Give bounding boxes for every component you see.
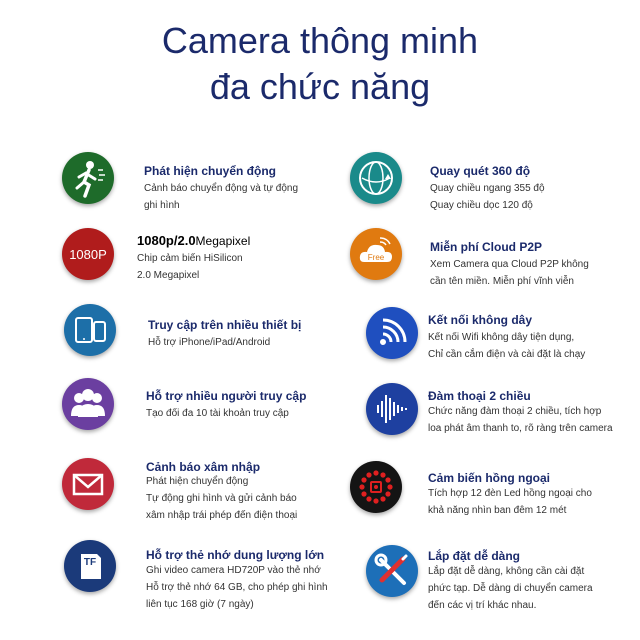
users-icon — [62, 378, 114, 430]
feature-title: Hỗ trợ thẻ nhớ dung lượng lớn — [146, 548, 325, 562]
1080p-badge-icon — [62, 228, 114, 280]
feature-description: Chip cảm biến HiSilicon 2.0 Megapixel — [137, 253, 243, 281]
feature-description: Xem Camera qua Cloud P2P không cần tên miền. Miễn phí vĩnh viễn — [430, 259, 589, 287]
1080p-badge-text: 1080P — [69, 246, 107, 262]
feature-description: Cảnh báo chuyển động và tự động ghi hình — [144, 183, 299, 211]
feature-title-main: 1080p/2.0 — [137, 233, 196, 248]
feature-title: Miễn phí Cloud P2P — [430, 240, 543, 254]
feature-description: Lắp đặt dễ dàng, không cần cài đặt phức tạp. Dễ dàng di chuyển camera đến các vị trí khác nhau. — [428, 566, 593, 611]
feature-title: Quay quét 360 độ — [430, 164, 531, 178]
envelope-icon — [62, 458, 114, 510]
feature-1080p — [62, 228, 362, 308]
feature-title — [137, 233, 250, 248]
feature-description: Kết nối Wifi không dây tiện dụng, Chỉ cần cắm điện và cài đặt là chạy — [428, 332, 586, 360]
sd-card-label: TF — [83, 557, 97, 568]
page-title-line2: đa chức năng — [209, 66, 431, 107]
feature-360-rotation — [350, 152, 640, 232]
feature-title: Lắp đặt dễ dàng — [428, 549, 521, 563]
feature-cloud-p2p — [350, 228, 640, 308]
feature-title: Kết nối không dây — [428, 313, 533, 327]
feature-intrusion-alert — [62, 458, 362, 538]
infrared-led-icon — [350, 461, 402, 513]
feature-title: Phát hiện chuyển động — [144, 164, 277, 178]
feature-description: Tích hợp 12 đèn Led hồng ngoại cho khả năng nhìn ban đêm 12 mét — [428, 488, 592, 516]
devices-icon — [64, 304, 116, 356]
feature-title: Hỗ trợ nhiều người truy cập — [146, 389, 307, 403]
running-man-icon — [62, 152, 114, 204]
page-title-line1: Camera thông minh — [161, 20, 479, 61]
feature-multi-user — [62, 378, 362, 458]
feature-multi-device — [64, 304, 364, 384]
tools-icon — [366, 545, 418, 597]
feature-description: Tạo đối đa 10 tài khoản truy cập — [146, 408, 289, 419]
feature-description: Quay chiều ngang 355 độ Quay chiều dọc 120 độ — [430, 183, 545, 211]
feature-two-way-talk — [366, 383, 640, 463]
feature-description: Hỗ trợ iPhone/iPad/Android — [148, 337, 271, 348]
feature-motion-detection — [62, 152, 362, 232]
sound-wave-icon — [366, 383, 418, 435]
feature-title-suffix: Megapixel — [195, 234, 251, 248]
feature-title: Truy cập trên nhiều thiết bị — [148, 318, 302, 332]
feature-title: Cảnh báo xâm nhập — [146, 460, 261, 474]
rotate-360-icon — [350, 152, 402, 204]
sd-card-icon — [64, 540, 116, 592]
feature-memory-card — [64, 540, 364, 620]
cloud-icon — [350, 228, 402, 280]
cloud-free-label: Free — [367, 253, 385, 262]
feature-title: Đàm thoại 2 chiều — [428, 389, 531, 403]
wifi-icon — [366, 307, 418, 359]
feature-description: Ghi video camera HD720P vào thẻ nhớ Hỗ trợ thẻ nhớ 64 GB, cho phép ghi hình liên tục 168 giờ (7 ngày) — [146, 565, 328, 610]
feature-description: Phát hiện chuyển động Tự động ghi hình và gửi cảnh báo xâm nhập trái phép đến điện thoại — [146, 476, 298, 521]
feature-infrared — [350, 461, 640, 541]
feature-easy-install — [366, 545, 640, 625]
feature-wireless — [366, 307, 640, 387]
feature-description: Chức năng đàm thoại 2 chiều, tích hợp loa phát âm thanh to, rõ ràng trên camera — [428, 406, 613, 434]
feature-title: Cảm biến hồng ngoại — [428, 471, 550, 485]
